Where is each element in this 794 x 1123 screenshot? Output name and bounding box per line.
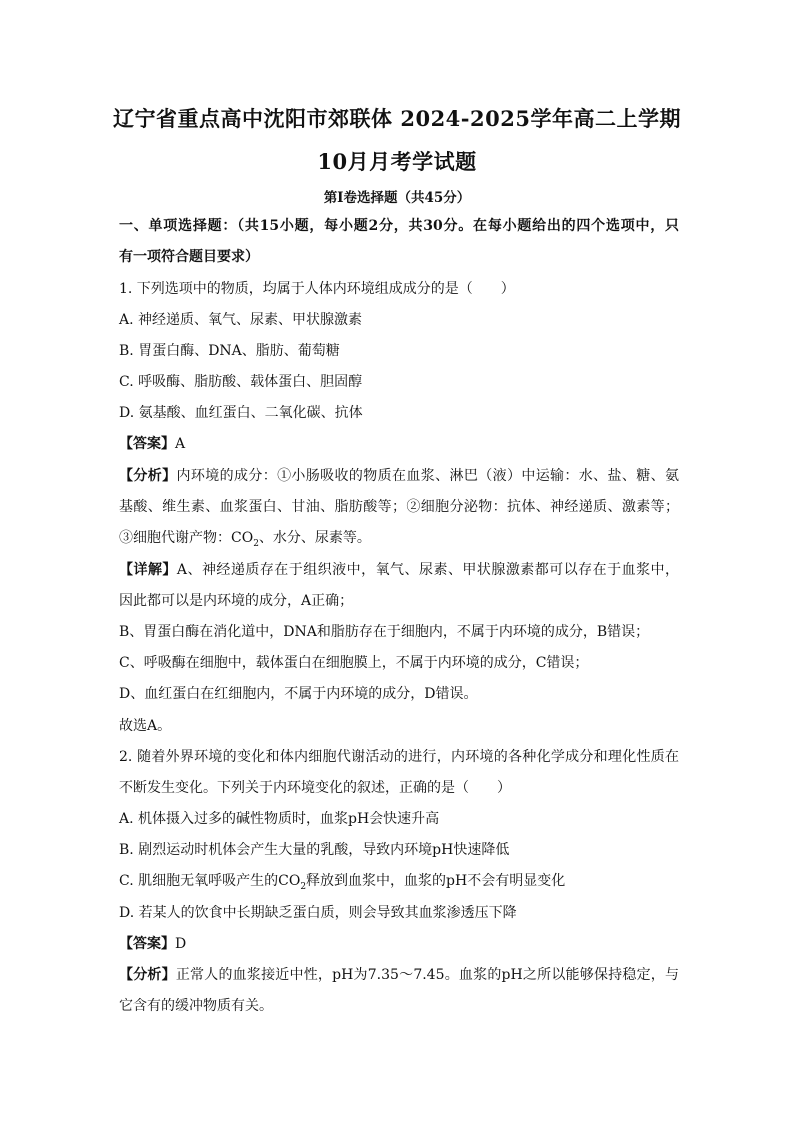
document-title-line-2: 10月月考学试题 <box>317 149 477 174</box>
option-text: 释放到血浆中，血浆的pH不会有明显变化 <box>306 873 566 889</box>
subscript: 2 <box>300 881 307 892</box>
option-text: C. 肌细胞无氧呼吸产生的CO <box>119 873 301 889</box>
analysis-text: ③细胞代谢产物：CO <box>119 530 254 546</box>
q1-detail-line-3: B、胃蛋白酶在消化道中，DNA和脂肪存在于细胞内，不属于内环境的成分，B错误； <box>119 624 650 640</box>
analysis-text: 正常人的血浆接近中性，pH为7.35～7.45。血浆的pH之所以能够保持稳定，与 <box>175 967 680 983</box>
answer-value: A <box>175 436 186 452</box>
q1-option-b: B. 胃蛋白酶、DNA、脂肪、葡萄糖 <box>119 343 340 359</box>
q1-detail-line-1 <box>119 560 679 580</box>
q2-stem-line-1: 2. 随着外界环境的变化和体内细胞代谢活动的进行，内环境的各种化学成分和理化性质在 <box>119 749 679 765</box>
q2-analysis-line-1 <box>119 965 679 985</box>
q2-option-a: A. 机体摄入过多的碱性物质时，血浆pH会快速升高 <box>119 811 440 827</box>
q1-detail-line-2: 因此都可以是内环境的成分，A正确； <box>119 593 354 609</box>
q2-option-b: B. 剧烈运动时机体会产生大量的乳酸，导致内环境pH快速降低 <box>119 842 510 858</box>
q1-detail-line-4: C、呼吸酶在细胞中，载体蛋白在细胞膜上，不属于内环境的成分，C错误； <box>119 655 589 671</box>
q1-option-d: D. 氨基酸、血红蛋白、二氧化碳、抗体 <box>119 405 363 421</box>
answer-tag: 【答案】 <box>119 436 175 452</box>
subscript: 2 <box>253 538 259 549</box>
analysis-tag: 【分析】 <box>119 468 177 484</box>
q1-answer <box>119 434 679 454</box>
answer-tag: 【答案】 <box>119 936 175 952</box>
q1-option-c: C. 呼吸酶、脂肪酸、载体蛋白、胆固醇 <box>119 374 363 390</box>
analysis-text: 内环境的成分：①小肠吸收的物质在血浆、淋巴（液）中运输：水、盐、糖、氨 <box>176 468 680 484</box>
q2-option-d: D. 若某人的饮食中长期缺乏蛋白质，则会导致其血浆渗透压下降 <box>119 905 517 921</box>
q1-analysis-line-1 <box>119 466 679 486</box>
q2-stem-line-2: 不断发生变化。下列关于内环境变化的叙述，正确的是（ ） <box>119 780 511 796</box>
q1-stem: 1. 下列选项中的物质，均属于人体内环境组成成分的是（ ） <box>119 281 515 297</box>
q2-analysis-line-2: 它含有的缓冲物质有关。 <box>119 998 273 1014</box>
document-title-line-1: 辽宁省重点高中沈阳市郊联体 2024-2025学年高二上学期 <box>113 106 681 131</box>
q2-answer <box>119 934 679 954</box>
detail-text: A、神经递质存在于组织液中，氧气、尿素、甲状腺激素都可以存在于血浆中， <box>176 562 680 578</box>
q1-option-a: A. 神经递质、氧气、尿素、甲状腺激素 <box>119 312 363 328</box>
analysis-text: 、水分、尿素等。 <box>258 530 371 546</box>
answer-value: D <box>175 936 187 952</box>
q2-option-c <box>119 871 679 891</box>
part-heading-line-2: 有一项符合题目要求） <box>119 249 259 265</box>
q1-detail-line-5: D、血红蛋白在红细胞内，不属于内环境的成分，D错误。 <box>119 686 478 702</box>
section-header: 第I卷选择题（共45分） <box>323 190 471 206</box>
q1-analysis-line-2: 基酸、维生素、血浆蛋白、甘油、脂肪酸等；②细胞分泌物：抗体、神经递质、激素等； <box>119 499 679 515</box>
q1-conclusion: 故选A。 <box>119 718 172 734</box>
q1-analysis-line-3 <box>119 528 679 548</box>
detail-tag: 【详解】 <box>119 562 177 578</box>
analysis-tag: 【分析】 <box>119 967 176 983</box>
part-heading-line-1: 一、单项选择题：（共15小题，每小题2分，共30分。在每小题给出的四个选项中，只 <box>119 218 679 234</box>
